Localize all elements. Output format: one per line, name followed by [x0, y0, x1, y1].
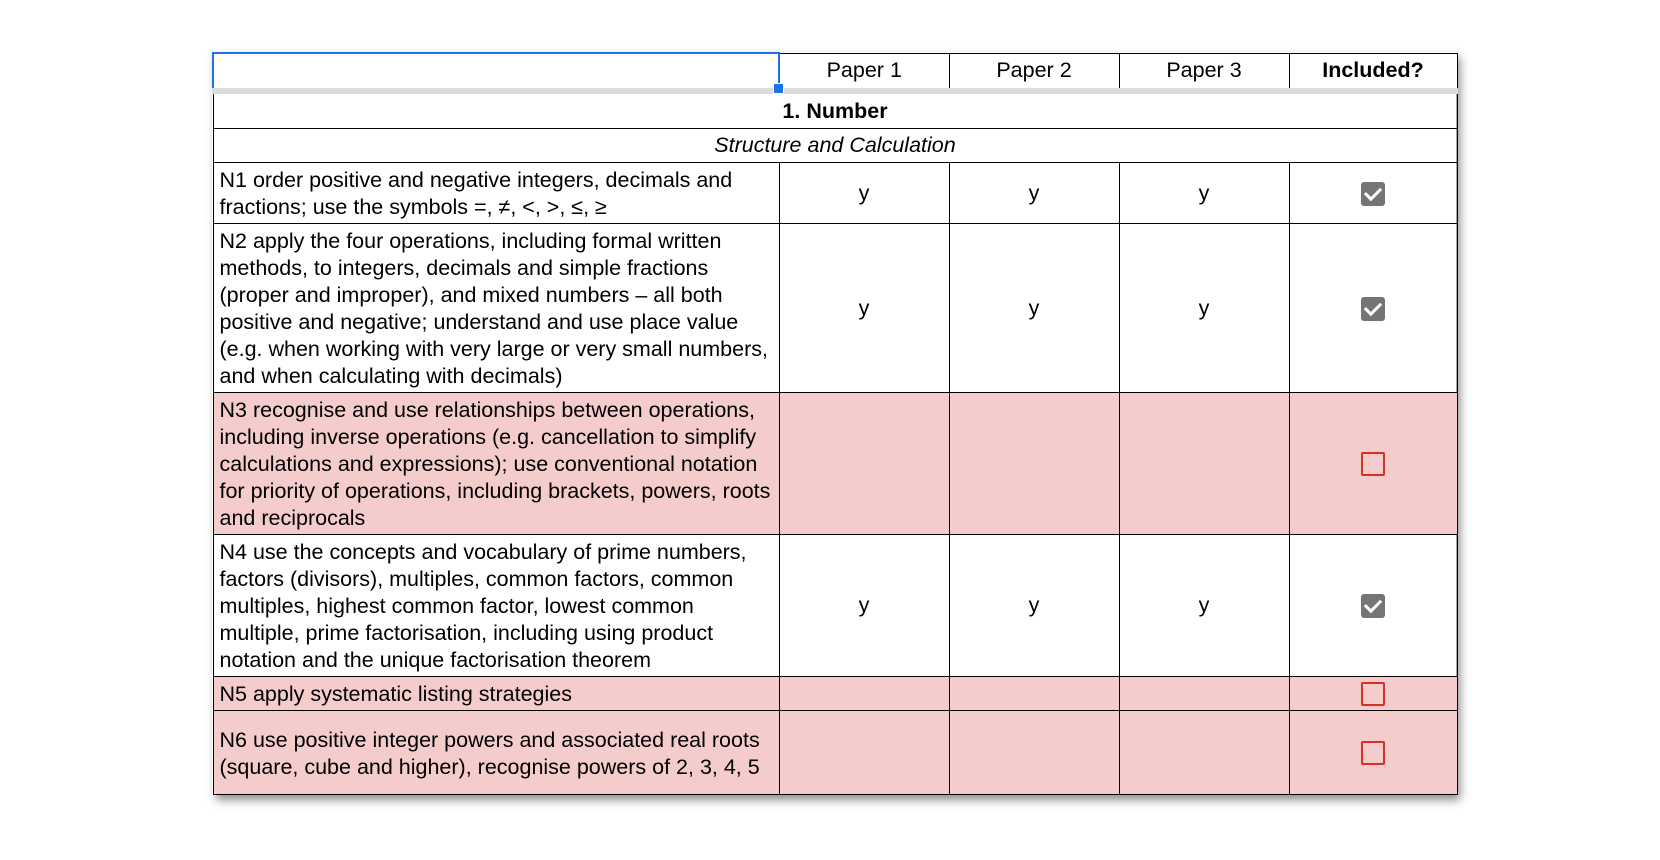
- included-checkbox-unchecked[interactable]: [1361, 452, 1385, 476]
- table-row-n6: [213, 711, 1457, 795]
- table-row-n1: [213, 163, 1457, 224]
- section-title[interactable]: 1. Number: [213, 91, 1457, 129]
- row-included-cell: [1289, 393, 1457, 535]
- row-description[interactable]: N3 recognise and use relationships between operations, including inverse operations (e.g. cancellation to simplify calculations and expressions); use conventional notation for priority of operations, including brackets, powers, roots and reciprocals: [213, 393, 779, 535]
- section-subtitle[interactable]: Structure and Calculation: [213, 129, 1457, 163]
- included-checkbox-checked[interactable]: [1361, 297, 1385, 321]
- row-paper-3[interactable]: [1119, 677, 1289, 711]
- row-paper-1[interactable]: y: [779, 224, 949, 393]
- selection-fill-handle[interactable]: [773, 83, 784, 94]
- row-included-cell: [1289, 224, 1457, 393]
- row-description[interactable]: N5 apply systematic listing strategies: [213, 677, 779, 711]
- row-paper-1[interactable]: [779, 677, 949, 711]
- table-row-n3: [213, 393, 1457, 535]
- included-checkbox-checked[interactable]: [1361, 182, 1385, 206]
- row-paper-2[interactable]: [949, 711, 1119, 795]
- section-row: [213, 91, 1457, 129]
- included-checkbox-checked[interactable]: [1361, 594, 1385, 618]
- row-paper-2[interactable]: [949, 393, 1119, 535]
- row-paper-3[interactable]: y: [1119, 224, 1289, 393]
- row-description[interactable]: N1 order positive and negative integers, decimals and fractions; use the symbols =, ≠, <, >, ≤, ≥: [213, 163, 779, 224]
- header-row: [213, 53, 1457, 91]
- header-cell-topic[interactable]: [213, 53, 779, 91]
- row-paper-2[interactable]: y: [949, 163, 1119, 224]
- spreadsheet-grid: [212, 52, 1456, 795]
- header-cell-paper-3[interactable]: Paper 3: [1119, 53, 1289, 91]
- header-cell-paper-2[interactable]: Paper 2: [949, 53, 1119, 91]
- curriculum-table: [212, 52, 1458, 795]
- row-included-cell: [1289, 711, 1457, 795]
- row-paper-1[interactable]: [779, 393, 949, 535]
- included-checkbox-unchecked[interactable]: [1361, 682, 1385, 706]
- row-paper-1[interactable]: [779, 711, 949, 795]
- row-paper-3[interactable]: y: [1119, 535, 1289, 677]
- row-description[interactable]: N2 apply the four operations, including formal written methods, to integers, decimals and simple fractions (proper and improper), and mixed numbers – all both positive and negative; understand and use place value (e.g. when working with very large or very small numbers, and when calculating with decimals): [213, 224, 779, 393]
- row-paper-3[interactable]: y: [1119, 163, 1289, 224]
- row-paper-1[interactable]: y: [779, 535, 949, 677]
- row-paper-3[interactable]: [1119, 711, 1289, 795]
- row-included-cell: [1289, 535, 1457, 677]
- row-included-cell: [1289, 677, 1457, 711]
- table-row-n2: [213, 224, 1457, 393]
- row-paper-3[interactable]: [1119, 393, 1289, 535]
- row-description[interactable]: N4 use the concepts and vocabulary of prime numbers, factors (divisors), multiples, common factors, common multiples, highest common factor, lowest common multiple, prime factorisation, including using product notation and the unique factorisation theorem: [213, 535, 779, 677]
- header-cell-included[interactable]: Included?: [1289, 53, 1457, 91]
- table-row-n4: [213, 535, 1457, 677]
- included-checkbox-unchecked[interactable]: [1361, 741, 1385, 765]
- row-paper-2[interactable]: y: [949, 224, 1119, 393]
- row-paper-1[interactable]: y: [779, 163, 949, 224]
- header-cell-paper-1[interactable]: Paper 1: [779, 53, 949, 91]
- subsection-row: [213, 129, 1457, 163]
- row-paper-2[interactable]: y: [949, 535, 1119, 677]
- row-included-cell: [1289, 163, 1457, 224]
- row-description[interactable]: N6 use positive integer powers and associated real roots (square, cube and higher), recognise powers of 2, 3, 4, 5: [213, 711, 779, 795]
- row-paper-2[interactable]: [949, 677, 1119, 711]
- table-row-n5: [213, 677, 1457, 711]
